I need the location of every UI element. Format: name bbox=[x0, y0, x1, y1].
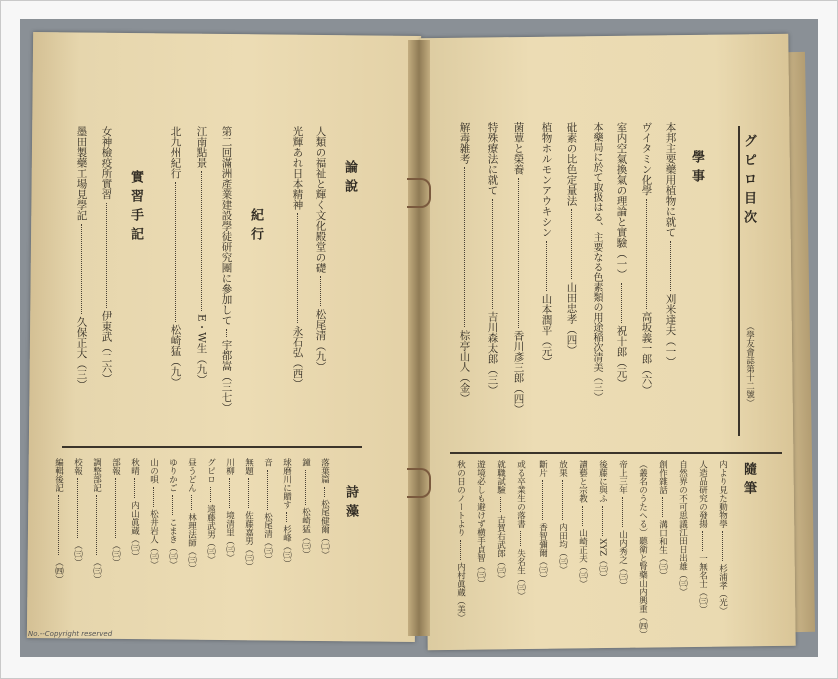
toc-entry: 球磨川に贈す杉峰（㈢） bbox=[281, 458, 292, 568]
toc-entry: 調整部記（㈢） bbox=[91, 458, 102, 584]
copyright-watermark: No.--Copyright reserved bbox=[28, 630, 113, 638]
toc-entry: 江南點景E・W生（九） bbox=[195, 126, 208, 385]
toc-entry: 北九州紀行松崎猛（九） bbox=[169, 126, 182, 388]
toc-entry: 解毒雑考棕亭山人（金） bbox=[458, 122, 471, 404]
title-rule bbox=[738, 126, 740, 436]
toc-entry: 自然界の不可思議江田日出雄（㈢） bbox=[677, 460, 688, 596]
toc-title: グピロ目次 bbox=[741, 134, 756, 229]
toc-entry: 部報（㈢） bbox=[110, 458, 121, 567]
toc-entry: 秋晴内山眞蔵（㈢） bbox=[129, 458, 140, 561]
section-heading-jisshu: 實習手記 bbox=[128, 170, 143, 246]
binding-staple-top bbox=[407, 178, 431, 208]
toc-entry: 遊境必しも避けず横手貞智（㈢） bbox=[475, 460, 486, 588]
toc-entry: 讀藝と宗教山崎正夫（㈢） bbox=[577, 460, 588, 588]
toc-entry: 室内空氣換氣の理論と實驗（一）祝十郎（元） bbox=[615, 122, 628, 389]
toc-entry: 或る卒業生の落書失名生（㈢） bbox=[515, 460, 526, 600]
toc-subtitle: （學友會誌第十二號） bbox=[744, 322, 755, 407]
toc-entry: 校報（㈢） bbox=[72, 458, 83, 567]
toc-entry: 帝上三年山内秀之（㈢） bbox=[617, 460, 628, 590]
toc-entry: 放果内田均（㈢） bbox=[557, 460, 568, 574]
toc-entry: 人類の福祉と輝く文化殿堂の礎松尾清（九） bbox=[314, 126, 327, 372]
toc-entry: 砒素の比色定量法山田忠孝（四） bbox=[565, 122, 578, 356]
toc-entry: 植物ホルモンアウキシン山本潤平（元） bbox=[540, 122, 553, 367]
toc-entry: 鐘松崎猛（㈢） bbox=[300, 458, 311, 559]
toc-entry: 山の唄松井岩人（㈢） bbox=[148, 458, 159, 569]
toc-entry: 墨田製藥工場見學記久保正大（三） bbox=[75, 126, 88, 390]
divider-right bbox=[450, 452, 782, 454]
toc-entry: 昼うどん林理法師（㈢） bbox=[186, 458, 197, 573]
toc-entry: 特殊療法に就て吉川森太郎（三） bbox=[486, 122, 499, 396]
section-heading-shiso: 詩藻 bbox=[343, 485, 358, 523]
section-heading-ronsetsu: 論說 bbox=[342, 160, 357, 198]
toc-entry: 後藤に與ふXYZ（㈢） bbox=[597, 460, 608, 582]
toc-entry: ゆりかごこまき（㈢） bbox=[167, 458, 178, 569]
toc-entry: グピロ遠藤武男（㈢） bbox=[205, 458, 216, 564]
toc-entry: 就職試驗古賀右武郎（㈢） bbox=[495, 460, 506, 583]
toc-entry: 内より見た動物學杉浦孝（光） bbox=[717, 460, 728, 615]
binding-staple-bottom bbox=[407, 468, 431, 498]
section-heading-gakuji: 學事 bbox=[689, 150, 704, 188]
toc-entry: 女神檢疫所實習伊東武（二六） bbox=[100, 126, 113, 384]
toc-entry: （叢名のうたへる）聽衛と腎藥山内興重（㈣） bbox=[637, 460, 648, 639]
toc-entry: 無題佐藤嘉男（㈢） bbox=[243, 458, 254, 571]
toc-entry: ヴイタミン化學高坂義一郎（六） bbox=[640, 122, 653, 396]
toc-entry: 川柳境清里（㈢） bbox=[224, 458, 235, 562]
toc-entry: 落葉篇松尾健爾（㈡） bbox=[319, 458, 330, 559]
section-heading-zuihitsu: 隨筆 bbox=[741, 462, 756, 500]
toc-entry: 斷片香智彌爾（㈢） bbox=[537, 460, 548, 583]
toc-entry: 創作雜話溝口和生（㈢） bbox=[657, 460, 668, 580]
toc-entry: 第二回滿洲產業建設學徒研究團に參加して宇都嵩（三七） bbox=[220, 126, 233, 413]
toc-entry: 編輯後記（㈣） bbox=[53, 458, 64, 584]
toc-entry: 人造品研究の發揚一無名士（㈢） bbox=[697, 460, 708, 614]
book-spine bbox=[408, 40, 430, 636]
toc-entry: 光輝あれ日本精神永石弘（西） bbox=[291, 126, 304, 389]
divider-left bbox=[62, 446, 362, 448]
section-heading-kiko: 紀行 bbox=[248, 208, 263, 246]
toc-entry: 本藥局に於て取扱はる、主要なる色素類の用途稲次清美（三） bbox=[591, 122, 602, 402]
toc-entry: 音松尾清（㈢） bbox=[262, 458, 273, 564]
toc-entry: 本邦主要藥用植物に就て刈米達夫（一） bbox=[664, 122, 677, 367]
toc-entry: 菌蕈と榮養香川彥三郎（四） bbox=[512, 122, 525, 415]
toc-entry: 秋の日のノートより内村眞蔵（美） bbox=[455, 460, 466, 622]
